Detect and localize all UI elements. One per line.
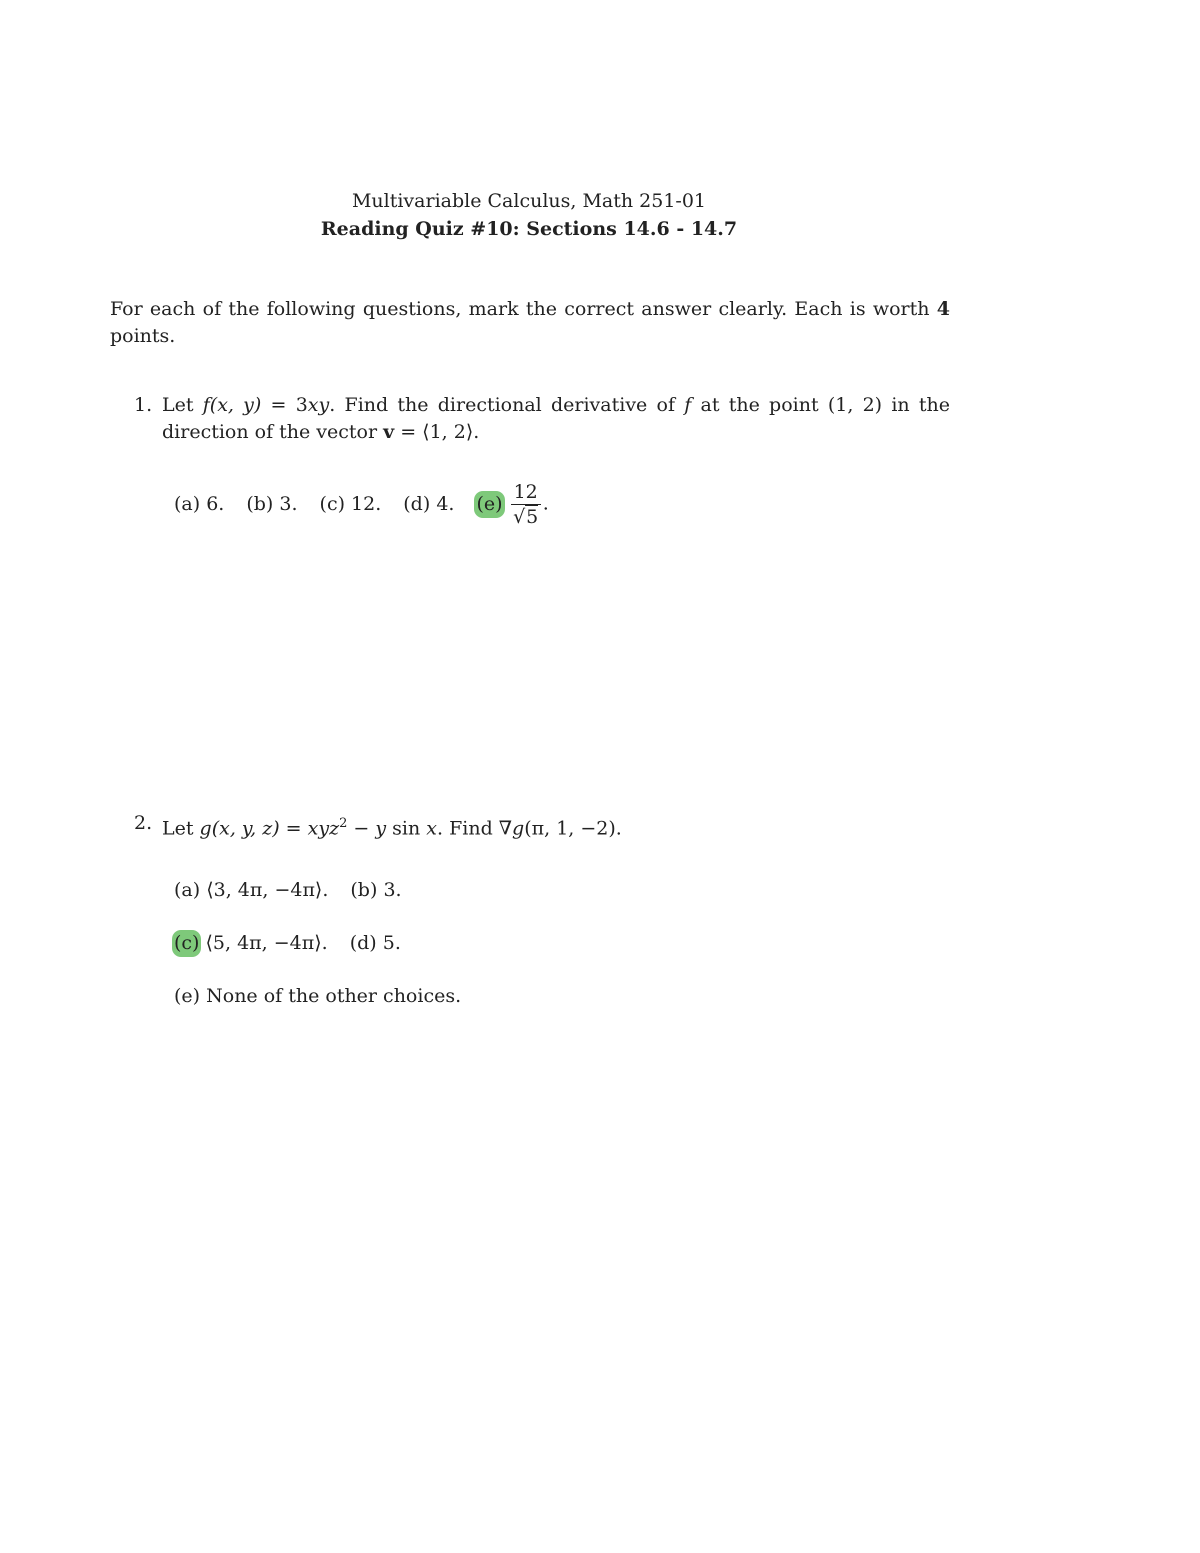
math-vector-value: = ⟨1, 2⟩. <box>394 421 480 443</box>
math-args: (x, y) <box>209 394 262 416</box>
question-1 <box>134 392 950 446</box>
choice-b[interactable] <box>350 877 401 904</box>
math-func: g <box>512 817 525 840</box>
quiz-title: Reading Quiz #10: Sections 14.6 - 14.7 <box>320 218 738 240</box>
choice-label: (b) <box>350 878 378 901</box>
instructions-text: For each of the following questions, mark the correct answer clearly. Each is worth <box>110 298 937 320</box>
choice-value: 12. <box>351 493 382 515</box>
math-expr: xyz <box>307 817 340 840</box>
choice-label: (a) <box>174 493 201 515</box>
course-title: Multivariable Calculus, Math 251-01 <box>351 190 707 212</box>
choice-label: (a) <box>174 878 201 901</box>
page-header <box>0 187 1058 243</box>
choice-suffix: . <box>542 492 549 515</box>
prompt-text: at the point (1, 2) in the direction of the vector <box>162 394 950 443</box>
choice-a[interactable] <box>174 877 328 904</box>
math-args: (x, y, z) <box>211 817 280 840</box>
choice-value: 4. <box>436 493 455 515</box>
choice-label: (e) <box>174 984 201 1007</box>
math-func: f <box>202 394 210 416</box>
choice-a[interactable] <box>174 491 224 518</box>
choice-b[interactable] <box>246 491 297 518</box>
math-expr: xy <box>307 394 330 416</box>
choice-e[interactable] <box>476 480 548 529</box>
choice-value: None of the other choices. <box>206 984 462 1007</box>
choice-value: 6. <box>206 493 225 515</box>
math-minus: − <box>347 817 376 840</box>
choice-value: ⟨3, 4π, −4π⟩. <box>206 878 329 901</box>
points-value: 4 <box>936 298 950 320</box>
math-eq: = <box>279 817 308 840</box>
question-2-choices-row-3 <box>174 982 461 1010</box>
fraction-numerator: 12 <box>511 480 541 505</box>
question-1-choices <box>174 480 549 529</box>
math-exponent: 2 <box>339 816 348 831</box>
prompt-text: Let <box>162 394 203 416</box>
choice-label: (b) <box>246 493 274 515</box>
prompt-text: . Find ∇ <box>437 817 513 840</box>
choice-e[interactable] <box>174 983 461 1010</box>
prompt-text: Let <box>162 817 200 840</box>
choice-label: (d) <box>349 931 377 954</box>
question-number: 2. <box>134 812 153 834</box>
math-func: f <box>684 394 692 416</box>
math-vector: v <box>383 421 395 443</box>
choice-c[interactable] <box>174 930 328 957</box>
choice-d[interactable] <box>350 930 401 957</box>
question-2-choices-row-2 <box>174 929 401 957</box>
choice-d[interactable] <box>403 491 454 518</box>
math-var: x <box>426 817 437 840</box>
question-prompt <box>162 392 950 446</box>
math-func: g <box>199 817 212 840</box>
choice-value: 3. <box>279 493 298 515</box>
question-2 <box>134 810 950 842</box>
math-point: (π, 1, −2). <box>524 817 622 840</box>
choice-value: 3. <box>383 878 402 901</box>
instructions <box>110 296 950 350</box>
question-2-choices-row-1 <box>174 876 402 904</box>
choice-value: ⟨5, 4π, −4π⟩. <box>205 931 328 954</box>
choice-c[interactable] <box>320 491 382 518</box>
math-sin: sin <box>386 817 427 840</box>
fraction <box>511 480 541 529</box>
math-eq: = 3 <box>261 394 308 416</box>
question-prompt <box>162 810 950 842</box>
sqrt-argument: 5 <box>526 506 539 528</box>
fraction-denominator <box>511 505 541 529</box>
choice-label-selected: (c) <box>172 930 201 957</box>
choice-label-selected: (e) <box>474 491 504 518</box>
instructions-points-word: points. <box>110 325 176 347</box>
math-var: y <box>375 817 387 840</box>
choice-value: 5. <box>382 931 401 954</box>
sqrt-symbol: √ <box>513 506 526 528</box>
prompt-text: . Find the directional derivative of <box>329 394 685 416</box>
choice-label: (d) <box>403 493 431 515</box>
question-number: 1. <box>134 394 153 416</box>
choice-label: (c) <box>319 493 345 515</box>
